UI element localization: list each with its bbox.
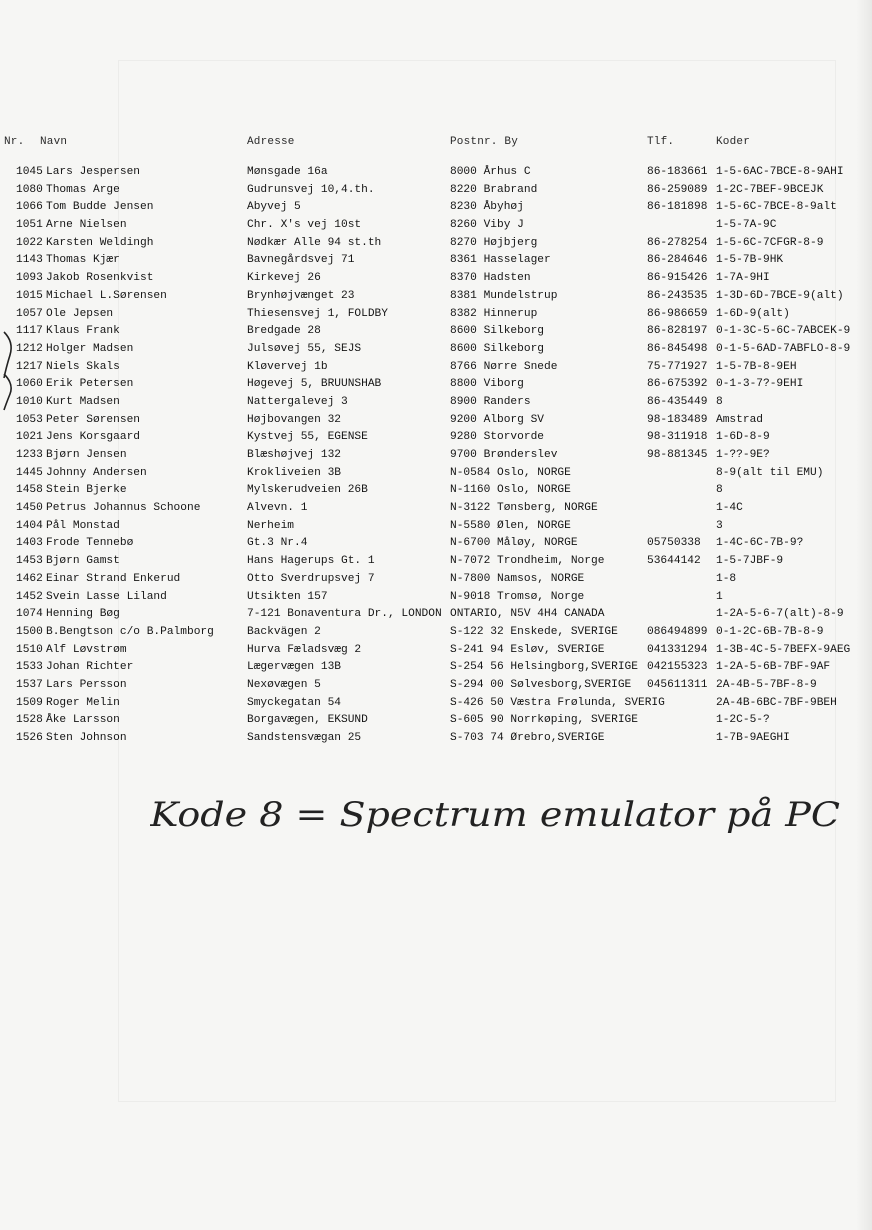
cell-koder: 8-9(alt til EMU) [716,466,824,479]
cell-koder: 8 [716,484,723,497]
cell-postnr-by: S-122 32 Enskede, SVERIGE [450,625,618,638]
cell-nr: 1528 [16,714,43,727]
cell-koder: 1-5-6C-7CFGR-8-9 [716,236,824,249]
cell-adresse: Abyvej 5 [247,201,301,214]
cell-navn: Åke Larsson [46,714,120,727]
cell-tlf: 86-259089 [647,183,708,196]
table-row [0,378,872,396]
cell-nr: 1526 [16,732,43,744]
cell-navn: Klaus Frank [46,325,120,338]
table-row [0,626,872,644]
table-row [0,272,872,290]
cell-tlf: 041331294 [647,643,708,656]
cell-koder: 2A-4B-6BC-7BF-9BEH [716,696,837,709]
cell-postnr-by: 8230 Åbyhøj [450,201,524,214]
cell-tlf: 05750338 [647,537,701,550]
table-row [0,714,872,732]
cell-nr: 1450 [16,502,43,515]
cell-tlf: 86-915426 [647,272,708,285]
table-row [0,502,872,520]
cell-navn: Svein Lasse Liland [46,590,167,603]
cell-postnr-by: S-703 74 Ørebro,SVERIGE [450,732,605,744]
cell-koder: 1-6D-8-9 [716,431,770,444]
table-row [0,396,872,414]
table-row [0,343,872,361]
cell-postnr-by: 8361 Hasselager [450,254,551,267]
cell-nr: 1117 [16,325,43,338]
cell-nr: 1212 [16,342,43,355]
cell-adresse: Høgevej 5, BRUUNSHAB [247,378,382,391]
cell-tlf: 042155323 [647,661,708,674]
cell-nr: 1533 [16,661,43,674]
table-row [0,219,872,237]
cell-postnr-by: N-6700 Måløy, NORGE [450,537,578,550]
cell-postnr-by: 8600 Silkeborg [450,325,544,338]
cell-tlf: 86-986659 [647,307,708,320]
header-nr: Nr. [4,136,25,148]
cell-navn: Bjørn Gamst [46,555,120,568]
cell-nr: 1453 [16,555,43,568]
cell-nr: 1500 [16,625,43,638]
handwritten-note [150,784,850,844]
cell-navn: Pål Monstad [46,519,120,532]
table-row [0,661,872,679]
cell-postnr-by: N-0584 Oslo, NORGE [450,466,571,479]
cell-koder: 1-8 [716,572,737,585]
table-row [0,449,872,467]
cell-adresse: Gt.3 Nr.4 [247,537,308,550]
cell-koder: 1-5-6C-7BCE-8-9alt [716,201,837,214]
cell-postnr-by: N-5580 Ølen, NORGE [450,519,571,532]
cell-nr: 1060 [16,378,43,391]
cell-navn: Henning Bøg [46,608,120,621]
cell-koder: 0-1-5-6AD-7ABFLO-8-9 [716,342,851,355]
cell-nr: 1462 [16,572,43,585]
cell-navn: Niels Skals [46,360,120,373]
cell-navn: Tom Budde Jensen [46,201,154,214]
cell-adresse: Nødkær Alle 94 st.th [247,236,382,249]
cell-navn: Jakob Rosenkvist [46,272,154,285]
cell-adresse: Smyckegatan 54 [247,696,341,709]
cell-adresse: Nexøvægen 5 [247,678,321,691]
member-list [0,166,872,750]
cell-adresse: Kystvej 55, EGENSE [247,431,368,444]
table-row [0,325,872,343]
table-row [0,732,872,750]
cell-nr: 1233 [16,449,43,461]
cell-koder: 1-5-7JBF-9 [716,555,784,568]
cell-adresse: Mylskerudveien 26B [247,484,368,497]
table-row [0,537,872,555]
header-postnr-by: Postnr. By [450,136,519,148]
cell-postnr-by: 8800 Viborg [450,378,524,391]
cell-tlf: 86-828197 [647,325,708,338]
table-row [0,608,872,626]
cell-adresse: Nerheim [247,519,294,532]
cell-nr: 1074 [16,608,43,621]
cell-koder: 8 [716,395,723,408]
handwritten-note-text: Kode 8 = Spectrum emulator på PC [150,795,840,835]
cell-postnr-by: N-7800 Namsos, NORGE [450,572,585,585]
table-row [0,679,872,697]
handwritten-note-svg [150,784,850,844]
cell-koder: 1-2A-5-6-7(alt)-8-9 [716,608,844,621]
cell-navn: Petrus Johannus Schoone [46,502,201,515]
cell-adresse: Mønsgade 16a [247,166,328,178]
cell-koder: 1-7B-9AEGHI [716,732,790,744]
cell-navn: Karsten Weldingh [46,236,154,249]
cell-adresse: Hurva Fæladsvæg 2 [247,643,362,656]
cell-tlf: 086494899 [647,625,708,638]
cell-koder: 1 [716,590,723,603]
cell-tlf: 98-881345 [647,449,708,461]
table-row [0,431,872,449]
cell-nr: 1022 [16,236,43,249]
cell-adresse: Alvevn. 1 [247,502,308,515]
cell-navn: Holger Madsen [46,342,134,355]
cell-postnr-by: 8900 Randers [450,395,531,408]
cell-postnr-by: S-241 94 Esløv, SVERIGE [450,643,605,656]
cell-nr: 1010 [16,395,43,408]
cell-postnr-by: 8600 Silkeborg [450,342,544,355]
cell-nr: 1403 [16,537,43,550]
cell-postnr-by: S-254 56 Helsingborg,SVERIGE [450,661,638,674]
cell-adresse: Bavnegårdsvej 71 [247,254,355,267]
cell-navn: Thomas Kjær [46,254,120,267]
header-adresse: Adresse [247,136,295,148]
cell-postnr-by: 9200 Alborg SV [450,413,544,426]
table-row [0,308,872,326]
table-header [0,136,872,150]
table-row [0,237,872,255]
cell-navn: Erik Petersen [46,378,134,391]
cell-koder: 1-??-9E? [716,449,770,461]
cell-navn: Lars Persson [46,678,127,691]
handwritten-bracket-mark [0,372,16,412]
cell-koder: 2A-4B-5-7BF-8-9 [716,678,817,691]
table-row [0,697,872,715]
cell-navn: Johan Richter [46,661,134,674]
cell-postnr-by: 8766 Nørre Snede [450,360,558,373]
cell-postnr-by: 8260 Viby J [450,219,524,232]
cell-koder: 1-4C [716,502,743,515]
header-tlf: Tlf. [647,136,675,148]
cell-adresse: Blæshøjvej 132 [247,449,341,461]
cell-koder: 1-2C-7BEF-9BCEJK [716,183,824,196]
cell-nr: 1404 [16,519,43,532]
cell-koder: 1-2A-5-6B-7BF-9AF [716,661,831,674]
cell-nr: 1080 [16,183,43,196]
cell-navn: Michael L.Sørensen [46,289,167,302]
table-row [0,591,872,609]
cell-nr: 1217 [16,360,43,373]
cell-adresse: Brynhøjvænget 23 [247,289,355,302]
cell-navn: B.Bengtson c/o B.Palmborg [46,625,214,638]
cell-tlf: 98-183489 [647,413,708,426]
cell-postnr-by: 9700 Brønderslev [450,449,558,461]
cell-nr: 1066 [16,201,43,214]
cell-koder: 0-1-3C-5-6C-7ABCEK-9 [716,325,851,338]
cell-adresse: Utsikten 157 [247,590,328,603]
cell-tlf: 86-675392 [647,378,708,391]
cell-navn: Einar Strand Enkerud [46,572,181,585]
cell-postnr-by: S-605 90 Norrkøping, SVERIGE [450,714,638,727]
cell-adresse: Gudrunsvej 10,4.th. [247,183,375,196]
cell-tlf: 045611311 [647,678,708,691]
cell-postnr-by: N-3122 Tønsberg, NORGE [450,502,598,515]
header-koder: Koder [716,136,751,148]
cell-adresse: Bredgade 28 [247,325,321,338]
cell-postnr-by: N-9018 Tromsø, Norge [450,590,585,603]
cell-postnr-by: 8381 Mundelstrup [450,289,558,302]
cell-nr: 1452 [16,590,43,603]
cell-postnr-by: 8000 Århus C [450,166,531,178]
cell-adresse: Otto Sverdrupsvej 7 [247,572,375,585]
cell-nr: 1093 [16,272,43,285]
cell-nr: 1045 [16,166,43,178]
cell-nr: 1057 [16,307,43,320]
cell-tlf: 86-845498 [647,342,708,355]
table-row [0,414,872,432]
cell-koder: 1-2C-5-? [716,714,770,727]
cell-navn: Johnny Andersen [46,466,147,479]
header-navn: Navn [40,136,68,148]
cell-koder: 1-6D-9(alt) [716,307,790,320]
cell-koder: 1-3B-4C-5-7BEFX-9AEG [716,643,851,656]
cell-navn: Alf Løvstrøm [46,643,127,656]
cell-postnr-by: N-7072 Trondheim, Norge [450,555,605,568]
cell-navn: Ole Jepsen [46,307,114,320]
cell-adresse: Chr. X's vej 10st [247,219,362,232]
cell-nr: 1053 [16,413,43,426]
cell-navn: Kurt Madsen [46,395,120,408]
cell-navn: Roger Melin [46,696,120,709]
table-row [0,184,872,202]
cell-navn: Bjørn Jensen [46,449,127,461]
cell-tlf: 53644142 [647,555,701,568]
cell-adresse: Kløvervej 1b [247,360,328,373]
cell-tlf: 75-771927 [647,360,708,373]
cell-adresse: Borgavægen, EKSUND [247,714,368,727]
cell-tlf: 86-183661 [647,166,708,178]
cell-postnr-by: N-1160 Oslo, NORGE [450,484,571,497]
cell-koder: 1-7A-9HI [716,272,770,285]
cell-koder: 1-5-7B-8-9EH [716,360,797,373]
table-row [0,467,872,485]
cell-postnr-by: 8370 Hadsten [450,272,531,285]
cell-nr: 1015 [16,289,43,302]
table-row [0,520,872,538]
table-row [0,555,872,573]
cell-nr: 1537 [16,678,43,691]
cell-postnr-by: ONTARIO, N5V 4H4 CANADA [450,608,605,621]
cell-postnr-by: 8270 Højbjerg [450,236,538,249]
table-row [0,361,872,379]
cell-postnr-by: S-426 50 Væstra Frølunda, SVERIG [450,696,665,709]
cell-navn: Stein Bjerke [46,484,127,497]
cell-adresse: Kirkevej 26 [247,272,321,285]
cell-adresse: Sandstensvægan 25 [247,732,362,744]
cell-nr: 1458 [16,484,43,497]
cell-koder: 1-4C-6C-7B-9? [716,537,804,550]
table-row [0,201,872,219]
cell-adresse: Lægervægen 13B [247,661,341,674]
cell-tlf: 98-311918 [647,431,708,444]
cell-adresse: Backvägen 2 [247,625,321,638]
cell-koder: Amstrad [716,413,763,426]
cell-navn: Frode Tennebø [46,537,134,550]
cell-koder: 3 [716,519,723,532]
cell-nr: 1510 [16,643,43,656]
cell-koder: 1-5-6AC-7BCE-8-9AHI [716,166,844,178]
cell-postnr-by: 8220 Brabrand [450,183,538,196]
cell-adresse: Nattergalevej 3 [247,395,348,408]
cell-postnr-by: S-294 00 Sølvesborg,SVERIGE [450,678,632,691]
cell-tlf: 86-278254 [647,236,708,249]
table-row [0,644,872,662]
cell-adresse: 7-121 Bonaventura Dr., LONDON [247,608,442,621]
cell-nr: 1143 [16,254,43,267]
cell-postnr-by: 9280 Storvorde [450,431,544,444]
cell-koder: 0-1-3-7?-9EHI [716,378,804,391]
cell-nr: 1445 [16,466,43,479]
cell-navn: Jens Korsgaard [46,431,140,444]
cell-navn: Thomas Arge [46,183,120,196]
cell-koder: 1-5-7B-9HK [716,254,784,267]
cell-tlf: 86-243535 [647,289,708,302]
cell-adresse: Thiesensvej 1, FOLDBY [247,307,388,320]
cell-nr: 1509 [16,696,43,709]
cell-tlf: 86-284646 [647,254,708,267]
cell-navn: Peter Sørensen [46,413,140,426]
cell-adresse: Hans Hagerups Gt. 1 [247,555,375,568]
cell-tlf: 86-181898 [647,201,708,214]
table-row [0,254,872,272]
cell-adresse: Krokliveien 3B [247,466,341,479]
cell-postnr-by: 8382 Hinnerup [450,307,538,320]
cell-koder: 0-1-2C-6B-7B-8-9 [716,625,824,638]
table-row [0,166,872,184]
cell-tlf: 86-435449 [647,395,708,408]
table-row [0,573,872,591]
table-row [0,290,872,308]
cell-nr: 1021 [16,431,43,444]
cell-navn: Arne Nielsen [46,219,127,232]
cell-adresse: Julsøvej 55, SEJS [247,342,362,355]
cell-koder: 1-5-7A-9C [716,219,777,232]
cell-navn: Sten Johnson [46,732,127,744]
table-row [0,484,872,502]
cell-nr: 1051 [16,219,43,232]
cell-adresse: Højbovangen 32 [247,413,341,426]
cell-koder: 1-3D-6D-7BCE-9(alt) [716,289,844,302]
cell-navn: Lars Jespersen [46,166,140,178]
